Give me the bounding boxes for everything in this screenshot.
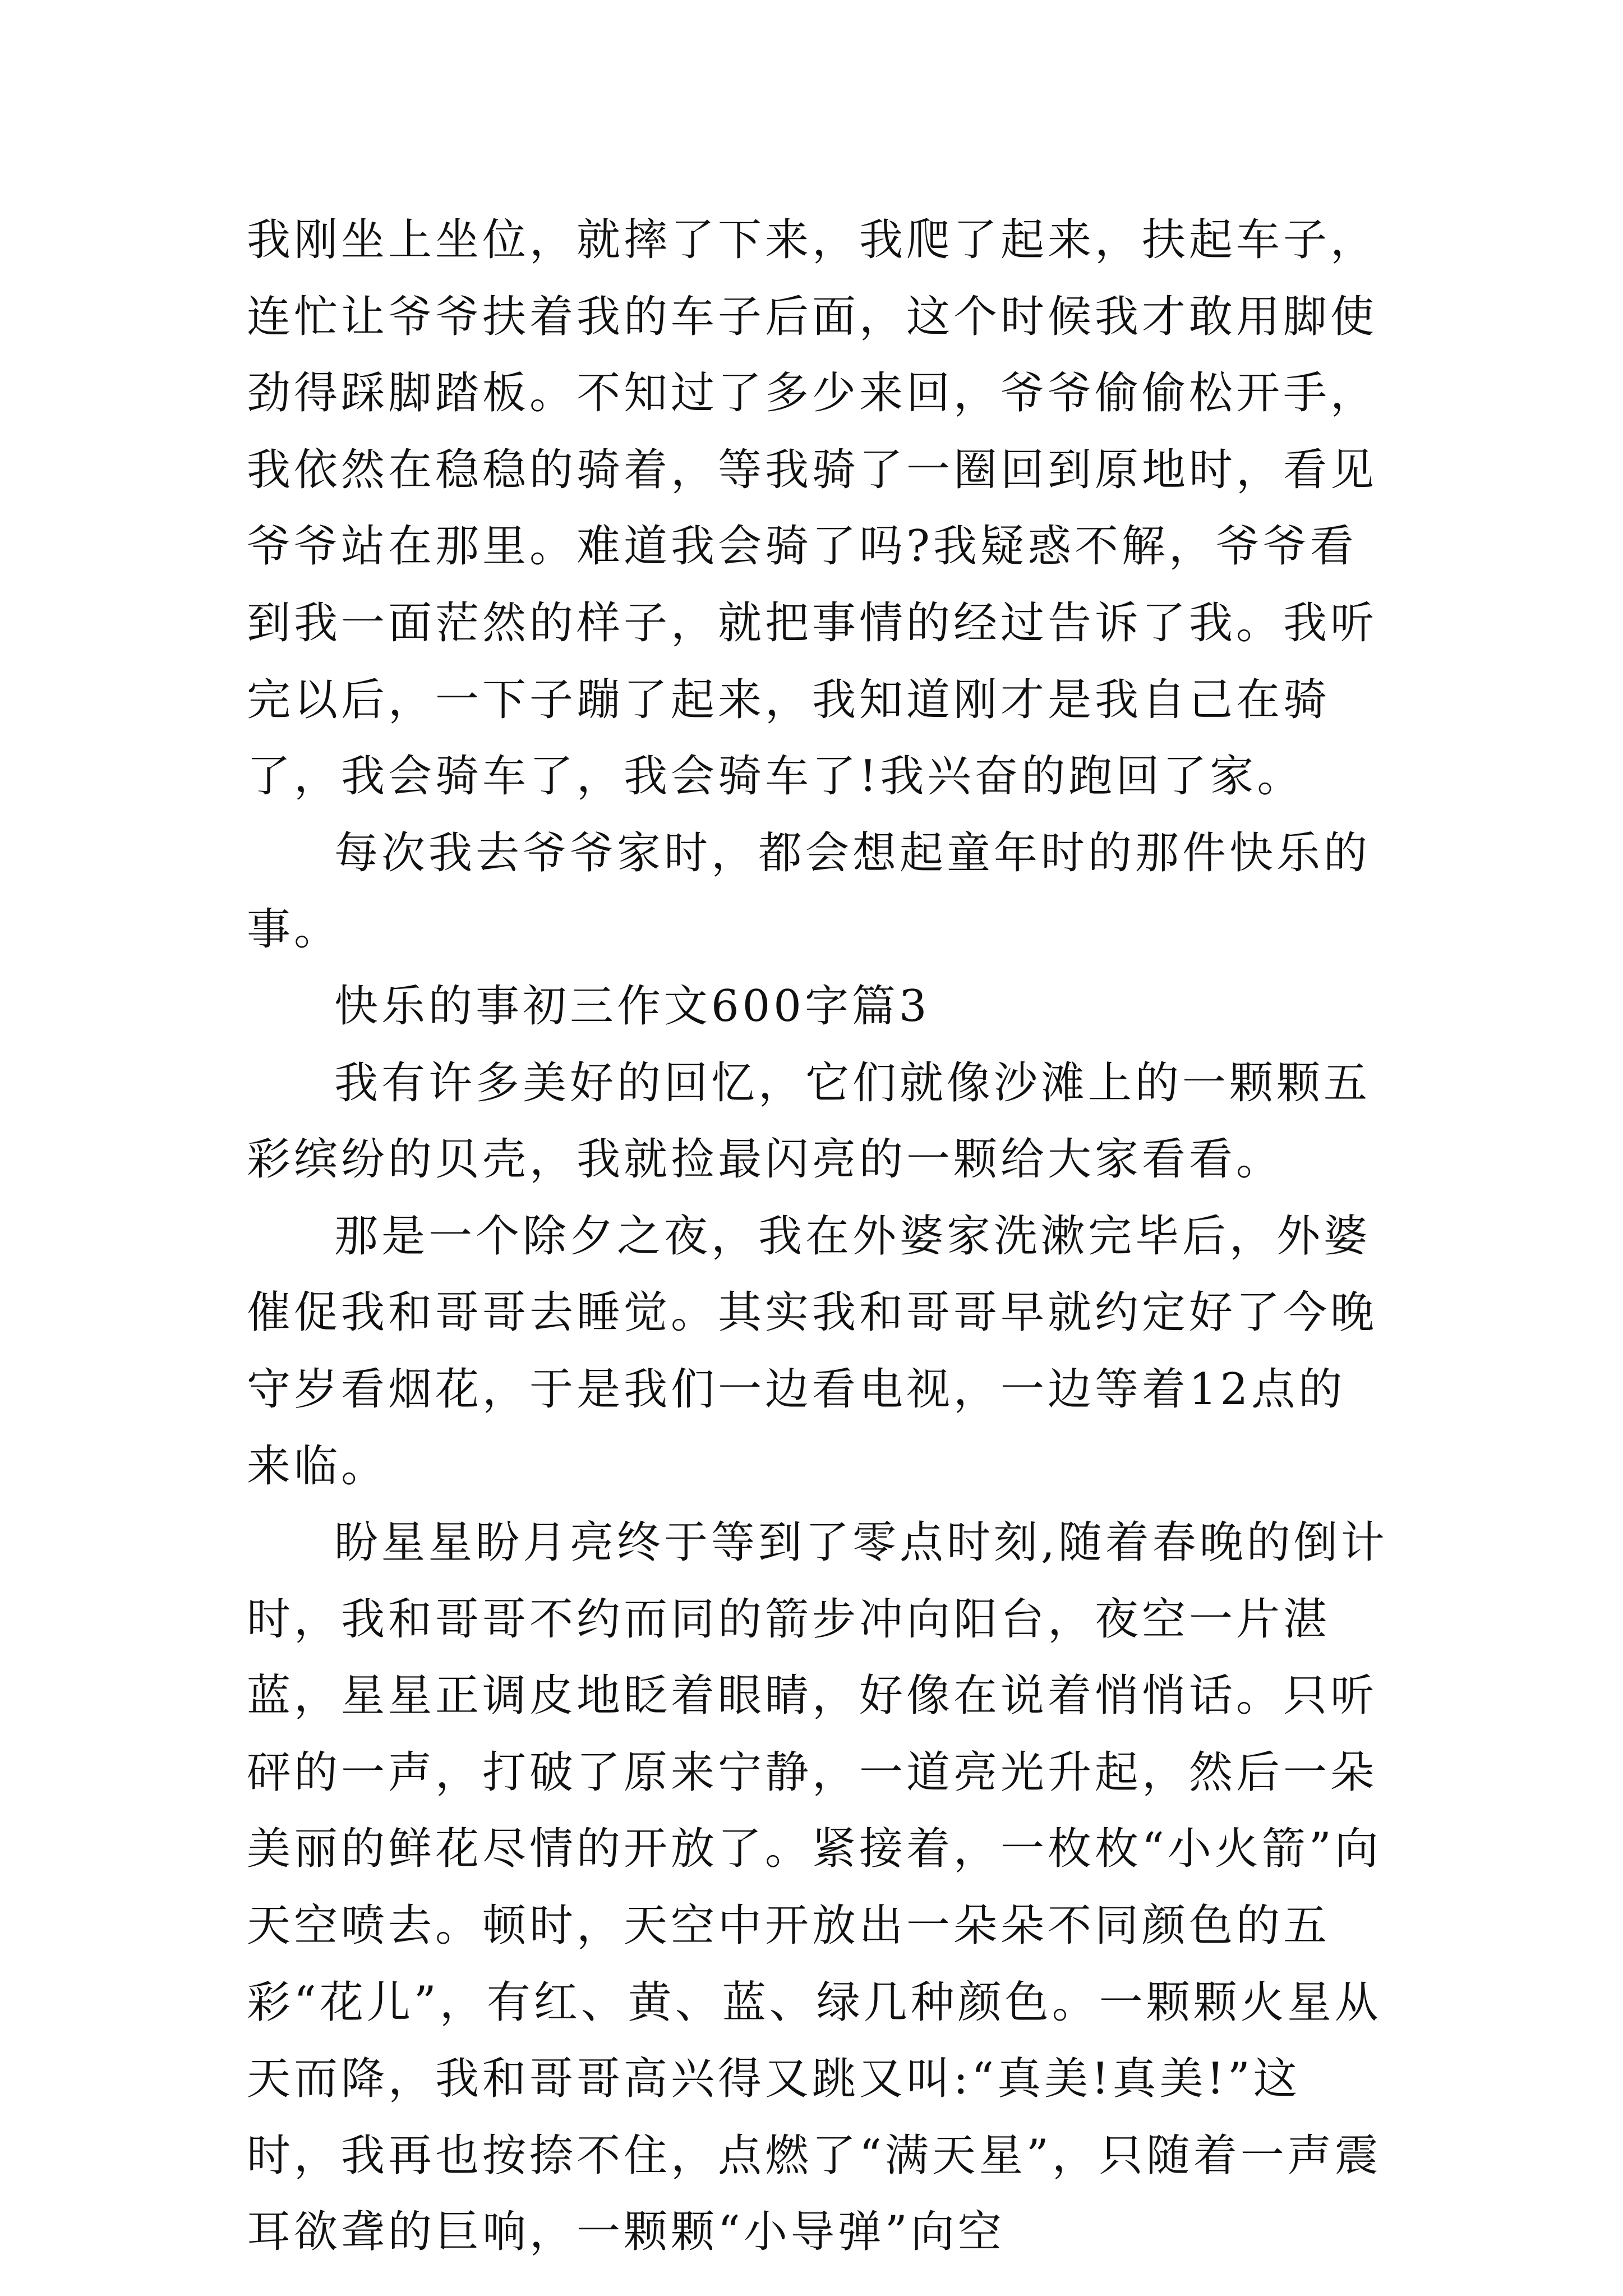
article-body xyxy=(247,202,1391,2271)
paragraph-4: 那是一个除夕之夜，我在外婆家洗漱完毕后，外婆催促我和哥哥去睡觉。其实我和哥哥早就约定好了今晚守岁看烟花，于是我们一边看电视，一边等着12点的来临。 xyxy=(247,1211,1378,1492)
section-heading: 快乐的事初三作文600字篇3 xyxy=(334,981,930,1032)
paragraph-3: 我有许多美好的回忆，它们就像沙滩上的一颗颗五彩缤纷的贝壳，我就捡最闪亮的一颗给大家看看。 xyxy=(247,1057,1371,1185)
paragraph-5: 盼星星盼月亮终于等到了零点时刻,随着春晚的倒计时，我和哥哥不约而同的箭步冲向阳台，夜空一片湛蓝，星星正调皮地眨着眼睛，好像在说着悄悄话。只听砰的一声，打破了原来宁静，一道亮光升起，然后一朵美丽的鲜花尽情的开放了。紧接着，一枚枚“小火箭”向天空喷去。顿时，天空中开放出一朵朵不同颜色的五彩“花儿”，有红、黄、蓝、绿几种颜色。一颗颗火星从天而降，我和哥哥高兴得又跳又叫:“真美!真美!”这时，我再也按捺不住，点燃了“满天星”，只随着一声震耳欲聋的巨响，一颗颗“小导弹”向空 xyxy=(247,1517,1388,2258)
paragraph-2: 每次我去爷爷家时，都会想起童年时的那件快乐的事。 xyxy=(247,827,1371,955)
paragraph-1: 我刚坐上坐位，就摔了下来，我爬了起来，扶起车子，连忙让爷爷扶着我的车子后面，这个时候我才敢用脚使劲得踩脚踏板。不知过了多少来回，爷爷偷偷松开手，我依然在稳稳的骑着，等我骑了一圈回到原地时，看见爷爷站在那里。难道我会骑了吗?我疑惑不解，爷爷看到我一面茫然的样子，就把事情的经过告诉了我。我听完以后，一下子蹦了起来，我知道刚才是我自己在骑了，我会骑车了，我会骑车了!我兴奋的跑回了家。 xyxy=(247,215,1378,802)
